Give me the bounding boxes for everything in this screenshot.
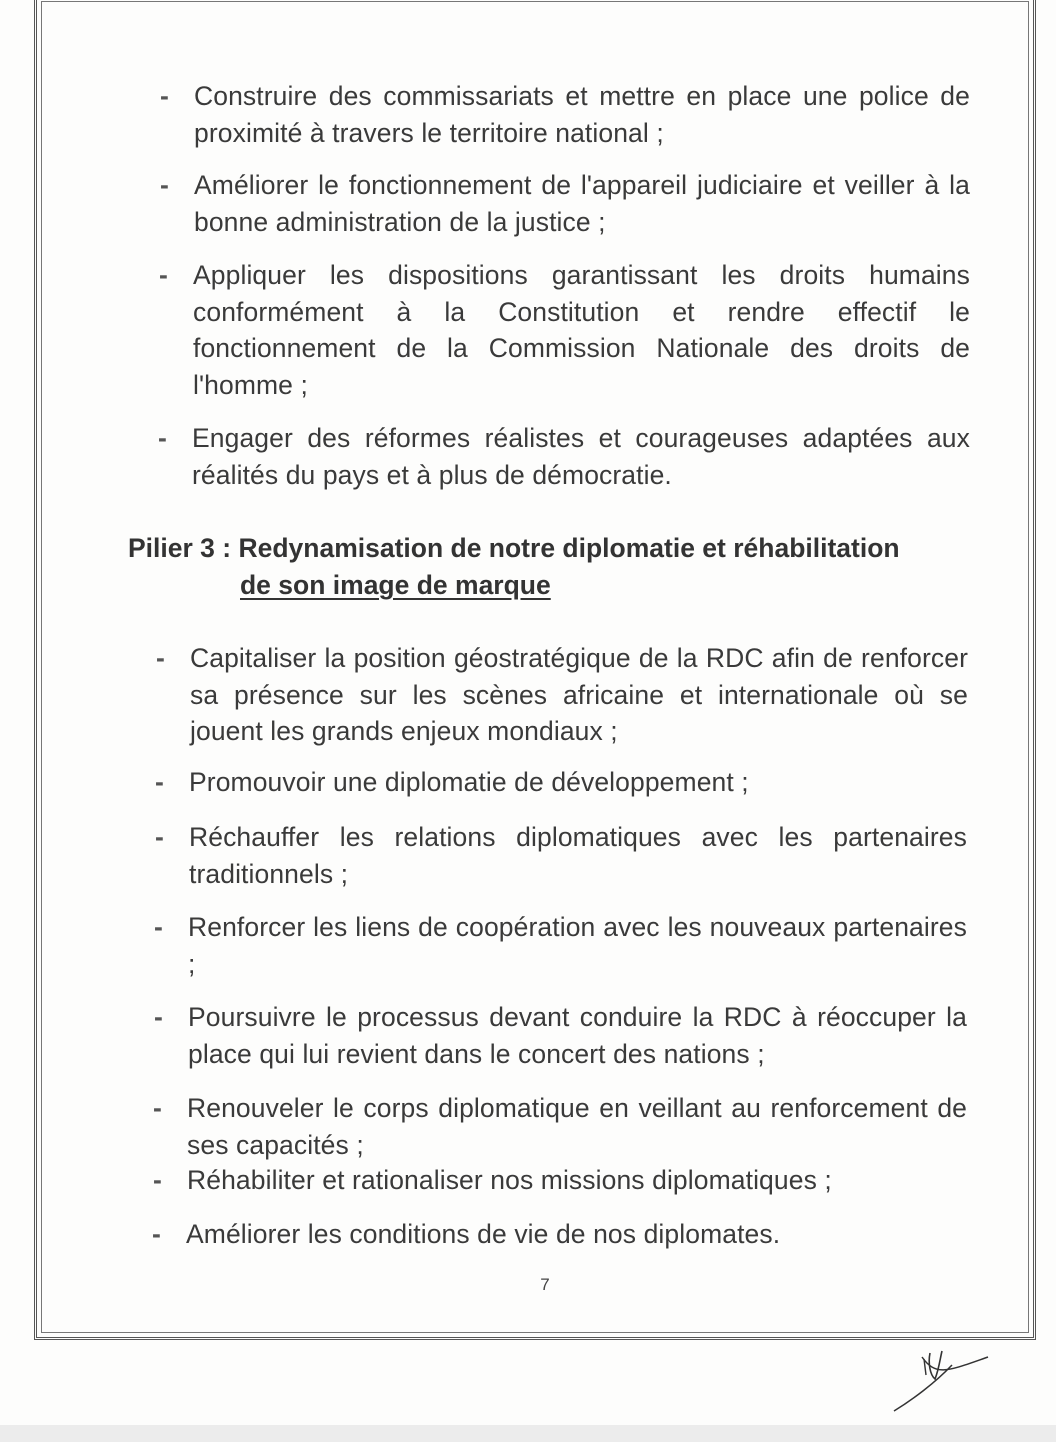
list-item-text: Améliorer les conditions de vie de nos diplomates. (186, 1219, 781, 1249)
list-item (160, 167, 970, 240)
list-item-text: Construire des commissariats et mettre en place une police de proximité à travers le territoire national ; (194, 81, 970, 148)
list-item (153, 1162, 967, 1199)
list-item (160, 78, 970, 151)
list-item (155, 764, 967, 801)
page-number: 7 (540, 1275, 550, 1294)
list-item-text: Réchauffer les relations diplomatiques avec les partenaires traditionnels ; (189, 822, 967, 889)
list-item (158, 420, 970, 493)
bullet-dash: - (154, 912, 163, 942)
heading-line-2: de son image de marque (240, 570, 551, 600)
list-item (154, 909, 967, 982)
list-item (154, 999, 967, 1072)
bullet-dash: - (156, 643, 165, 673)
bullet-dash: - (160, 170, 169, 200)
list-item-text: Capitaliser la position géostratégique de la RDC afin de renforcer sa présence sur les scènes africaine et internationale où se jouent les grands enjeux mondiaux ; (190, 643, 968, 746)
list-item-text: Améliorer le fonctionnement de l'appareil judiciaire et veiller à la bonne administration de la justice ; (194, 170, 970, 237)
list-item (159, 257, 970, 403)
list-item-text: Réhabiliter et rationaliser nos missions diplomatiques ; (187, 1165, 832, 1195)
list-item-text: Renforcer les liens de coopération avec les nouveaux partenaires ; (188, 912, 967, 979)
list-item-text: Poursuivre le processus devant conduire la RDC à réoccuper la place qui lui revient dans le concert des nations ; (188, 1002, 967, 1069)
bullet-dash: - (153, 1165, 162, 1195)
list-item (152, 1216, 966, 1253)
bullet-dash: - (154, 1002, 163, 1032)
list-item-text: Engager des réformes réalistes et courageuses adaptées aux réalités du pays et à plus de démocratie. (192, 423, 970, 490)
list-item (153, 1090, 967, 1163)
bullet-dash: - (155, 822, 164, 852)
heading-line-1: Pilier 3 : Redynamisation de notre diplomatie et réhabilitation (128, 533, 900, 563)
list-item-text: Renouveler le corps diplomatique en veillant au renforcement de ses capacités ; (187, 1093, 967, 1160)
scan-bottom-strip (0, 1425, 1056, 1442)
bullet-dash: - (160, 81, 169, 111)
list-item (156, 640, 968, 750)
bullet-dash: - (155, 767, 164, 797)
list-item-text: Promouvoir une diplomatie de développement ; (189, 767, 749, 797)
section-heading (128, 530, 968, 604)
bullet-dash: - (153, 1093, 162, 1123)
bullet-dash: - (158, 423, 167, 453)
handwritten-initials-icon (890, 1345, 1000, 1415)
bullet-dash: - (152, 1219, 161, 1249)
list-item (155, 819, 967, 892)
bullet-dash: - (159, 260, 168, 290)
list-item-text: Appliquer les dispositions garantissant les droits humains conformément à la Constitution et rendre effectif le fonctionnement de la Commission Nationale des droits de l'homme ; (193, 260, 970, 400)
